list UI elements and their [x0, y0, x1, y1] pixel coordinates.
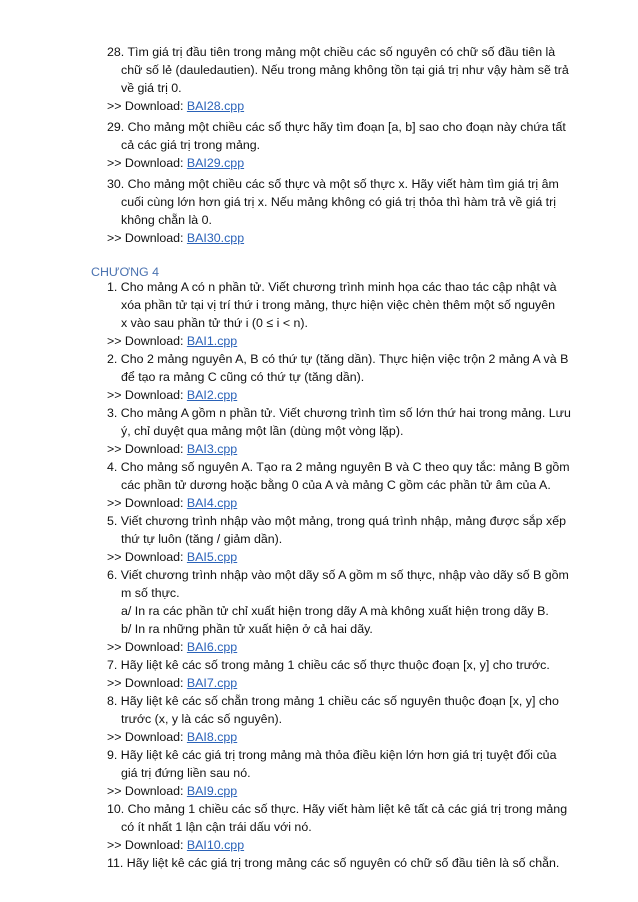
download-line: [107, 729, 237, 746]
download-link[interactable]: BAI28.cpp: [186, 99, 245, 113]
download-prefix: >> Download:: [107, 99, 187, 113]
download-line: [107, 495, 237, 512]
exercise-continuation: chữ số lẻ (dauledautien). Nếu trong mảng không tồn tại giá trị như vậy hàm sẽ trả: [121, 63, 569, 77]
download-prefix: >> Download:: [107, 496, 187, 510]
exercise-item: 1. Cho mảng A có n phần tử. Viết chương trình minh họa các thao tác cập nhật và: [107, 280, 557, 294]
download-prefix: >> Download:: [107, 640, 187, 654]
exercise-item: 3. Cho mảng A gồm n phần tử. Viết chương trình tìm số lớn thứ hai trong mảng. Lưu: [107, 406, 571, 420]
exercise-continuation: m số thực.: [121, 586, 180, 600]
exercise-item: 29. Cho mảng một chiều các số thực hãy tìm đoạn [a, b] sao cho đoạn này chứa tất: [107, 120, 566, 134]
download-link[interactable]: BAI5.cpp: [186, 550, 238, 564]
download-prefix: >> Download:: [107, 156, 187, 170]
exercise-continuation: cả các giá trị trong mảng.: [121, 138, 261, 152]
download-prefix: >> Download:: [107, 334, 187, 348]
download-line: [107, 783, 237, 800]
exercise-item: 4. Cho mảng số nguyên A. Tạo ra 2 mảng nguyên B và C theo quy tắc: mảng B gồm: [107, 460, 570, 474]
download-line: [107, 230, 244, 247]
download-link[interactable]: BAI30.cpp: [186, 231, 245, 245]
exercise-continuation: x vào sau phần tử thứ i (0 ≤ i < n).: [121, 316, 308, 330]
exercise-item: 7. Hãy liệt kê các số trong mảng 1 chiều các số thực thuộc đoạn [x, y] cho trước.: [107, 658, 550, 672]
exercise-continuation: thứ tự luôn (tăng / giảm dần).: [121, 532, 283, 546]
download-link[interactable]: BAI4.cpp: [186, 496, 238, 510]
download-line: [107, 155, 244, 172]
exercise-item: 10. Cho mảng 1 chiều các số thực. Hãy viết hàm liệt kê tất cả các giá trị trong mảng: [107, 802, 568, 816]
exercise-continuation: có ít nhất 1 lận cận trái dấu với nó.: [121, 820, 312, 834]
download-link[interactable]: BAI10.cpp: [186, 838, 245, 852]
download-line: [107, 333, 237, 350]
download-link[interactable]: BAI7.cpp: [186, 676, 238, 690]
exercise-item: 9. Hãy liệt kê các giá trị trong mảng mà thỏa điều kiện lớn hơn giá trị tuyệt đối của: [107, 748, 557, 762]
download-prefix: >> Download:: [107, 388, 187, 402]
download-line: [107, 441, 237, 458]
download-line: [107, 98, 244, 115]
download-prefix: >> Download:: [107, 550, 187, 564]
exercise-continuation: để tạo ra mảng C cũng có thứ tự (tăng dần).: [121, 370, 365, 384]
download-link[interactable]: BAI3.cpp: [186, 442, 238, 456]
exercise-item: 2. Cho 2 mảng nguyên A, B có thứ tự (tăng dần). Thực hiện việc trộn 2 mảng A và B: [107, 352, 569, 366]
download-link[interactable]: BAI8.cpp: [186, 730, 238, 744]
exercise-continuation: các phần tử dương hoặc bằng 0 của A và mảng C gồm các phần tử âm của A.: [121, 478, 551, 492]
exercise-item: 5. Viết chương trình nhập vào một mảng, trong quá trình nhập, mảng được sắp xếp: [107, 514, 566, 528]
download-line: [107, 837, 244, 854]
download-prefix: >> Download:: [107, 676, 187, 690]
exercise-item: 28. Tìm giá trị đầu tiên trong mảng một chiều các số nguyên có chữ số đầu tiên là: [107, 45, 556, 59]
download-line: [107, 675, 237, 692]
download-link[interactable]: BAI29.cpp: [186, 156, 245, 170]
download-link[interactable]: BAI2.cpp: [186, 388, 238, 402]
download-link[interactable]: BAI9.cpp: [186, 784, 238, 798]
exercise-item: 8. Hãy liệt kê các số chẵn trong mảng 1 chiều các số nguyên thuộc đoạn [x, y] cho: [107, 694, 559, 708]
download-line: [107, 549, 237, 566]
download-prefix: >> Download:: [107, 838, 187, 852]
exercise-continuation: a/ In ra các phần tử chỉ xuất hiện trong dãy A mà không xuất hiện trong dãy B.: [121, 604, 549, 618]
exercise-continuation: ý, chỉ duyệt qua mảng một lần (dùng một vòng lặp).: [121, 424, 404, 438]
exercise-continuation: không chẵn là 0.: [121, 213, 212, 227]
exercise-continuation: xóa phần tử tại vị trí thứ i trong mảng, thực hiện việc chèn thêm một số nguyên: [121, 298, 555, 312]
exercise-item: 6. Viết chương trình nhập vào một dãy số A gồm m số thực, nhập vào dãy số B gồm: [107, 568, 569, 582]
exercise-continuation: trước (x, y là các số nguyên).: [121, 712, 283, 726]
exercise-continuation: cuối cùng lớn hơn giá trị x. Nếu mảng không có giá trị thỏa thì hàm trả về giá trị: [121, 195, 557, 209]
exercise-item: 30. Cho mảng một chiều các số thực và một số thực x. Hãy viết hàm tìm giá trị âm: [107, 177, 559, 191]
download-link[interactable]: BAI6.cpp: [186, 640, 238, 654]
exercise-continuation: giá trị đứng liền sau nó.: [121, 766, 251, 780]
chapter-heading: CHƯƠNG 4: [91, 265, 160, 279]
exercise-item: 11. Hãy liệt kê các giá trị trong mảng các số nguyên có chữ số đầu tiên là số chẵn.: [107, 856, 560, 870]
exercise-continuation: về giá trị 0.: [121, 81, 182, 95]
download-line: [107, 387, 237, 404]
download-link[interactable]: BAI1.cpp: [186, 334, 238, 348]
exercise-continuation: b/ In ra những phần tử xuất hiện ở cả hai dãy.: [121, 622, 373, 636]
download-prefix: >> Download:: [107, 231, 187, 245]
download-prefix: >> Download:: [107, 784, 187, 798]
download-prefix: >> Download:: [107, 730, 187, 744]
download-line: [107, 639, 237, 656]
download-prefix: >> Download:: [107, 442, 187, 456]
